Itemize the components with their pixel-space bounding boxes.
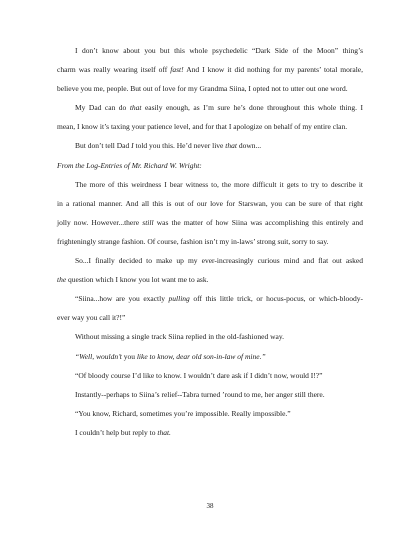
text-run: “Of bloody course I’d like to know. I wouldn’t dare ask if I didn’t now, would I!?” — [75, 370, 323, 380]
text-run: mean, I know it’s taxing your patience level, and for that I apologize on behalf of my entire clan. — [57, 122, 348, 132]
paragraph — [57, 251, 363, 289]
log-entry-heading — [57, 156, 363, 175]
text-line — [57, 327, 363, 346]
text-run: My Dad can do — [75, 103, 130, 113]
paragraph — [57, 175, 363, 251]
text-run: I don’t know about you but this whole psychedelic “Dark Side of the Moon” thing’s — [75, 46, 363, 55]
text-line — [57, 175, 363, 194]
text-run: ever way you call it?!” — [57, 313, 126, 323]
text-run: And I know it did nothing for my parents’ total morale, — [183, 65, 363, 75]
text-line — [57, 60, 363, 79]
paragraph — [57, 366, 363, 385]
text-line — [57, 366, 363, 385]
text-run: in a rational manner. And all this is out of our love for Starswan, you can be sure of that right — [57, 198, 363, 208]
italic-run: pulling — [168, 294, 190, 304]
text-line — [57, 41, 363, 60]
text-run: I couldn’t help but reply to — [75, 427, 158, 437]
text-run: told you this. He’d never live — [133, 141, 226, 151]
body-text — [57, 41, 363, 442]
text-line — [57, 385, 363, 404]
text-line — [57, 232, 363, 251]
text-run: down... — [236, 141, 262, 151]
italic-run: From the Log-Entries of Mr. Richard W. Wright: — [57, 160, 202, 170]
paragraph — [57, 98, 363, 136]
text-line — [57, 79, 363, 98]
text-run: Without missing a single track Siina replied in the old-fashioned way. — [75, 332, 284, 342]
text-run: frighteningly strange fashion. Of course, fashion isn’t my in-laws’ strong suit, sorry to say. — [57, 236, 329, 246]
text-line — [57, 213, 363, 232]
paragraph — [57, 347, 363, 366]
paragraph — [57, 289, 363, 327]
text-line — [57, 194, 363, 213]
text-run: The more of this weirdness I bear witness to, the more difficult it gets to try to describe it — [75, 179, 363, 189]
text-run: But don’t tell Dad — [75, 141, 132, 151]
text-run: “Siina...how are you exactly — [75, 294, 169, 304]
italic-run: like to know, dear old son-in-law of mine.” — [134, 351, 266, 361]
text-line — [57, 156, 363, 175]
page-number: 38 — [206, 502, 214, 510]
italic-run: fast! — [170, 65, 184, 75]
text-run: Instantly--perhaps to Siina’s relief--Tabra turned ’round to me, her anger still there. — [75, 389, 325, 399]
text-run: you — [123, 351, 135, 361]
text-line — [57, 136, 363, 155]
italic-run: that. — [157, 427, 171, 437]
text-run: jolly now. However...there — [57, 217, 143, 227]
text-run: “You know, Richard, sometimes you’re impossible. Really impossible.” — [75, 408, 291, 418]
italic-run: that — [129, 103, 142, 113]
text-line — [57, 270, 363, 289]
paragraph — [57, 404, 363, 423]
text-line — [57, 98, 363, 117]
paragraph — [57, 385, 363, 404]
italic-run: still — [142, 217, 154, 227]
text-run: was the matter of how Siina was accomplishing this entirely and — [153, 217, 364, 227]
italic-run: the — [57, 275, 67, 285]
italic-run: that — [225, 141, 237, 151]
paragraph — [57, 41, 363, 98]
text-line — [57, 347, 363, 366]
paragraph — [57, 136, 363, 155]
text-line — [57, 308, 363, 327]
text-run: So...I finally decided to make up my ever-increasingly curious mind and flat out asked — [75, 256, 363, 266]
text-run: easily enough, as I’m sure he’s done throughout this whole thing. I — [141, 103, 363, 113]
text-run: off this little trick, or hocus-pocus, or which-bloody- — [189, 294, 363, 304]
paragraph — [57, 327, 363, 346]
text-run: charm was really wearing itself off — [57, 65, 171, 75]
italic-run: “Well, wouldn’t — [75, 351, 124, 361]
text-line — [57, 404, 363, 423]
text-run: believe you me, people. But out of love for my Grandma Siina, I opted not to utter out one word. — [57, 84, 348, 94]
text-line — [57, 251, 363, 270]
text-run: question which I know you lot want me to ask. — [66, 275, 209, 285]
paragraph — [57, 423, 363, 442]
text-line — [57, 117, 363, 136]
text-line — [57, 423, 363, 442]
italic-run: I — [131, 141, 134, 151]
text-line — [57, 289, 363, 308]
